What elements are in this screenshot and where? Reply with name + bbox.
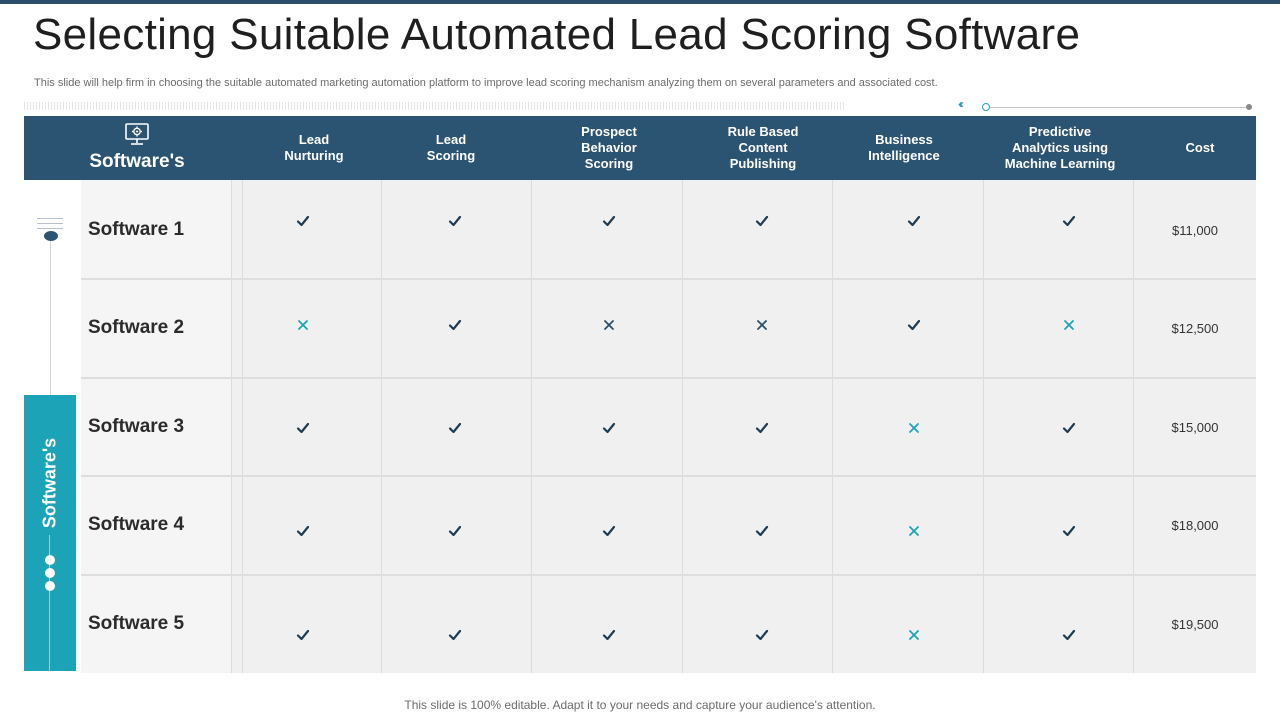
check-icon [599, 521, 619, 541]
cross-icon [904, 418, 924, 438]
check-icon [599, 211, 619, 231]
cross-icon [752, 315, 772, 335]
header-col-label: Predictive Analytics using Machine Learning [1004, 124, 1116, 171]
top-accent-bar [0, 0, 1280, 4]
dot-icon [1246, 104, 1252, 110]
row-divider [81, 475, 1256, 477]
row-cost: $18,000 [1171, 518, 1219, 533]
check-icon [752, 211, 772, 231]
chevrons-icon: ‹‹‹ [958, 97, 961, 111]
header-col-4 [829, 116, 979, 180]
side-label: Software's [39, 437, 60, 529]
check-icon [445, 625, 465, 645]
header-col-label: Prospect Behavior Scoring [581, 124, 637, 171]
column-divider [832, 180, 833, 673]
column-divider [682, 180, 683, 673]
row-software-name: Software 3 [88, 416, 185, 437]
row-software-name: Software 4 [88, 514, 185, 535]
monitor-gear-icon [124, 122, 150, 148]
header-col-1 [376, 116, 526, 180]
cross-icon [293, 315, 313, 335]
decorative-timeline [958, 97, 1258, 114]
header-col-3 [688, 116, 838, 180]
header-col-label: Cost [1185, 140, 1215, 155]
software-header-label: Software's [89, 151, 185, 172]
column-divider [381, 180, 382, 673]
decorative-dotted-line [24, 102, 846, 110]
column-divider [983, 180, 984, 673]
header-col-2 [534, 116, 684, 180]
row-software-name: Software 2 [88, 317, 185, 338]
check-icon [904, 315, 924, 335]
column-divider [231, 180, 232, 673]
check-icon [904, 211, 924, 231]
check-icon [445, 211, 465, 231]
column-divider [242, 180, 243, 673]
column-divider [531, 180, 532, 673]
check-icon [599, 418, 619, 438]
circle-icon [982, 103, 990, 111]
cross-icon [904, 521, 924, 541]
decorative-line [990, 107, 1248, 108]
header-col-6 [1125, 116, 1275, 180]
check-icon [752, 521, 772, 541]
cross-icon [904, 625, 924, 645]
table-header [24, 116, 1256, 180]
check-icon [752, 625, 772, 645]
check-icon [293, 625, 313, 645]
check-icon [445, 418, 465, 438]
software-header-cell [82, 116, 222, 180]
header-col-label: Business Intelligence [868, 132, 940, 163]
table-body [81, 180, 1256, 673]
check-icon [445, 521, 465, 541]
row-cost: $12,500 [1171, 321, 1219, 336]
footer-note: This slide is 100% editable. Adapt it to your needs and capture your audience's attention. [404, 698, 876, 712]
dots-icon [44, 555, 56, 594]
decorative-vertical-line [50, 235, 51, 395]
row-software-name: Software 1 [88, 219, 185, 240]
row-cost: $19,500 [1171, 617, 1219, 632]
header-col-5 [985, 116, 1135, 180]
side-label-band [24, 395, 76, 671]
cross-icon [599, 315, 619, 335]
row-cost: $15,000 [1171, 420, 1219, 435]
cross-icon [1059, 315, 1079, 335]
row-cost: $11,000 [1171, 223, 1219, 238]
header-col-label: Lead Scoring [426, 132, 476, 163]
check-icon [1059, 625, 1079, 645]
row-divider [81, 574, 1256, 576]
column-divider [1133, 180, 1134, 673]
check-icon [293, 211, 313, 231]
header-col-label: Lead Nurturing [284, 132, 344, 163]
check-icon [599, 625, 619, 645]
page-title: Selecting Suitable Automated Lead Scoring Software [33, 10, 1081, 59]
row-divider [81, 377, 1256, 379]
row-software-name: Software 5 [88, 613, 185, 634]
check-icon [293, 521, 313, 541]
check-icon [445, 315, 465, 335]
header-col-label: Rule Based Content Publishing [727, 124, 799, 171]
row-divider [81, 278, 1256, 280]
header-col-0 [239, 116, 389, 180]
page-subtitle: This slide will help firm in choosing the suitable automated marketing automation platform to improve lead scoring mechanism analyzing them on several parameters and associated cost. [34, 77, 938, 89]
check-icon [1059, 211, 1079, 231]
check-icon [1059, 521, 1079, 541]
dot-icon [44, 231, 58, 241]
check-icon [752, 418, 772, 438]
check-icon [1059, 418, 1079, 438]
check-icon [293, 418, 313, 438]
